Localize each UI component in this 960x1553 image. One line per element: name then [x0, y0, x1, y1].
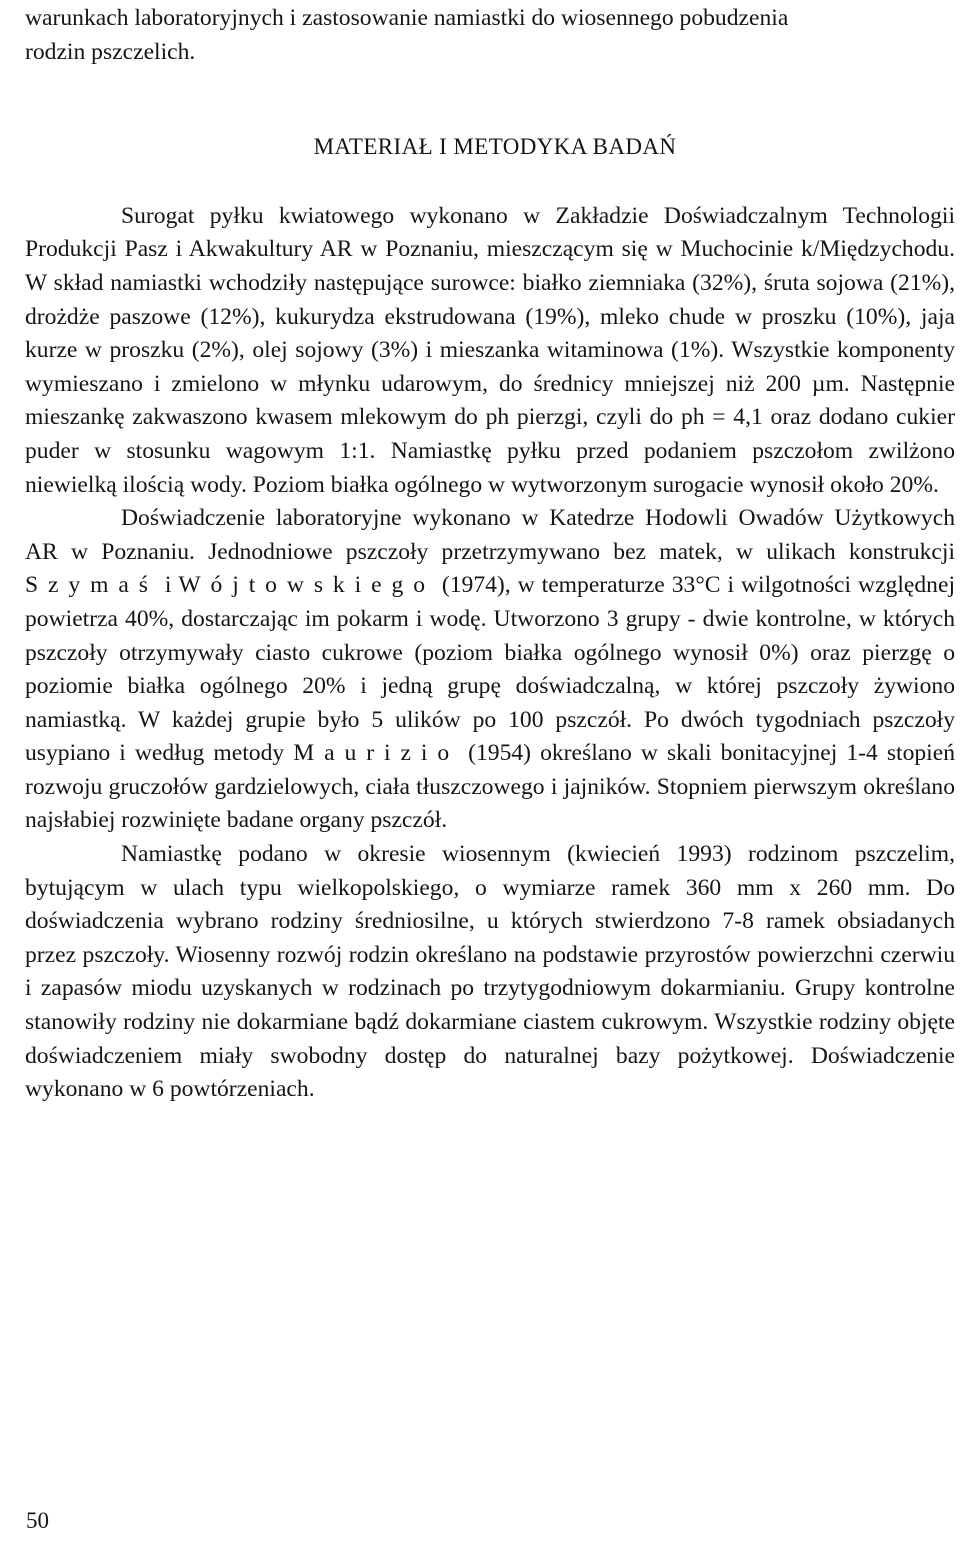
intro-line-2: rodzin pszczelich.	[25, 38, 196, 65]
paragraph-2-text-a: Doświadczenie laboratoryjne wykonano w Katedrze Hodowli Owadów Użytkowych AR w Poznaniu. Jednodniowe pszczoły przetrzymywano bez matek, w ulikach konstrukcji	[25, 505, 955, 565]
page-number: 50	[26, 1508, 49, 1533]
paragraph-1-text: Surogat pyłku kwiatowego wykonano w Zakładzie Doświadczalnym Technologii Produkcji Pasz i Akwakultury AR w Poznaniu, mieszczącym się w Muchocinie k/Międzychodu. W skład namiastki wchodziły następujące surowce: białko ziemniaka (32%), śruta sojowa (21%), drożdże paszowe (12%), kukurydza ekstrudowana (19%), mleko chude w proszku (10%), jaja kurze w proszku (2%), olej sojowy (3%) i mieszanka witaminowa (1%). Wszystkie komponenty wymieszano i zmielono w młynku udarowym, do średnicy mniejszej niż 200 µm. Następnie mieszankę zakwaszono kwasem mlekowym do ph pierzgi, czyli do ph = 4,1 oraz dodano cukier puder w stosunku wagowym 1:1. Namiastkę pyłku przed podaniem pszczołom zwilżono niewielką ilością wody. Poziom białka ogólnego w wytworzonym surogacie wynosił około 20%.	[25, 202, 955, 498]
section-heading: MATERIAŁ I METODYKA BADAŃ	[313, 134, 677, 160]
paragraph-field-experiment	[25, 838, 955, 1107]
paragraph-surrogate-composition	[25, 200, 955, 502]
intro-line-1: warunkach laboratoryjnych i zastosowanie namiastki do wiosennego pobudzenia	[25, 5, 789, 31]
paragraph-2-text-c: (1974), w temperaturze 33°C i wilgotności względnej powietrza 40%, dostarczając im pokarm i wodę. Utworzono 3 grupy - dwie kontrolne, w których pszczoły otrzymywały ciasto cukrowe (poziom białka ogólnego wynosił 0%) oraz pierzgę o poziomie białka ogólnego 20% i jedną grupę doświadczalną, w której pszczoły żywiono namiastką. W każdej grupie było 5 ulików po 100 pszczół. Po dwóch tygodniach pszczoły usypiano i według metody	[25, 572, 955, 767]
cited-author-szymas: Szymaś	[25, 572, 158, 599]
paragraph-2-text-b: i	[157, 572, 179, 599]
cited-author-maurizio: Maurizio	[293, 740, 460, 767]
paragraph-2-text-d: (1954) określano w skali bonitacyjnej 1-4 stopień rozwoju gruczołów gardzielowych, ciała tłuszczowego i jajników. Stopniem pierwszym określano najsłabiej rozwinięte badane organy pszczół.	[25, 740, 955, 834]
page-body	[25, 0, 955, 1107]
paragraph-laboratory-experiment	[25, 502, 955, 838]
intro-text	[25, 2, 955, 69]
paragraph-3-text: Namiastkę podano w okresie wiosennym (kwiecień 1993) rodzinom pszczelim, bytującym w ulach typu wielkopolskiego, o wymiarze ramek 360 mm x 260 mm. Do doświadczenia wybrano rodziny średniosilne, u których stwierdzono 7-8 ramek obsiadanych przez pszczoły. Wiosenny rozwój rodzin określano na podstawie przyrostów powierzchni czerwiu i zapasów miodu uzyskanych w rodzinach po trzytygodniowym dokarmianiu. Grupy kontrolne stanowiły rodziny nie dokarmiane bądź dokarmiane ciastem cukrowym. Wszystkie rodziny objęte doświadczeniem miały swobodny dostęp do naturalnej bazy pożytkowej. Doświadczenie wykonano w 6 powtórzeniach.	[25, 841, 955, 1103]
cited-author-wojtowski: Wójtowskiego	[178, 572, 435, 599]
